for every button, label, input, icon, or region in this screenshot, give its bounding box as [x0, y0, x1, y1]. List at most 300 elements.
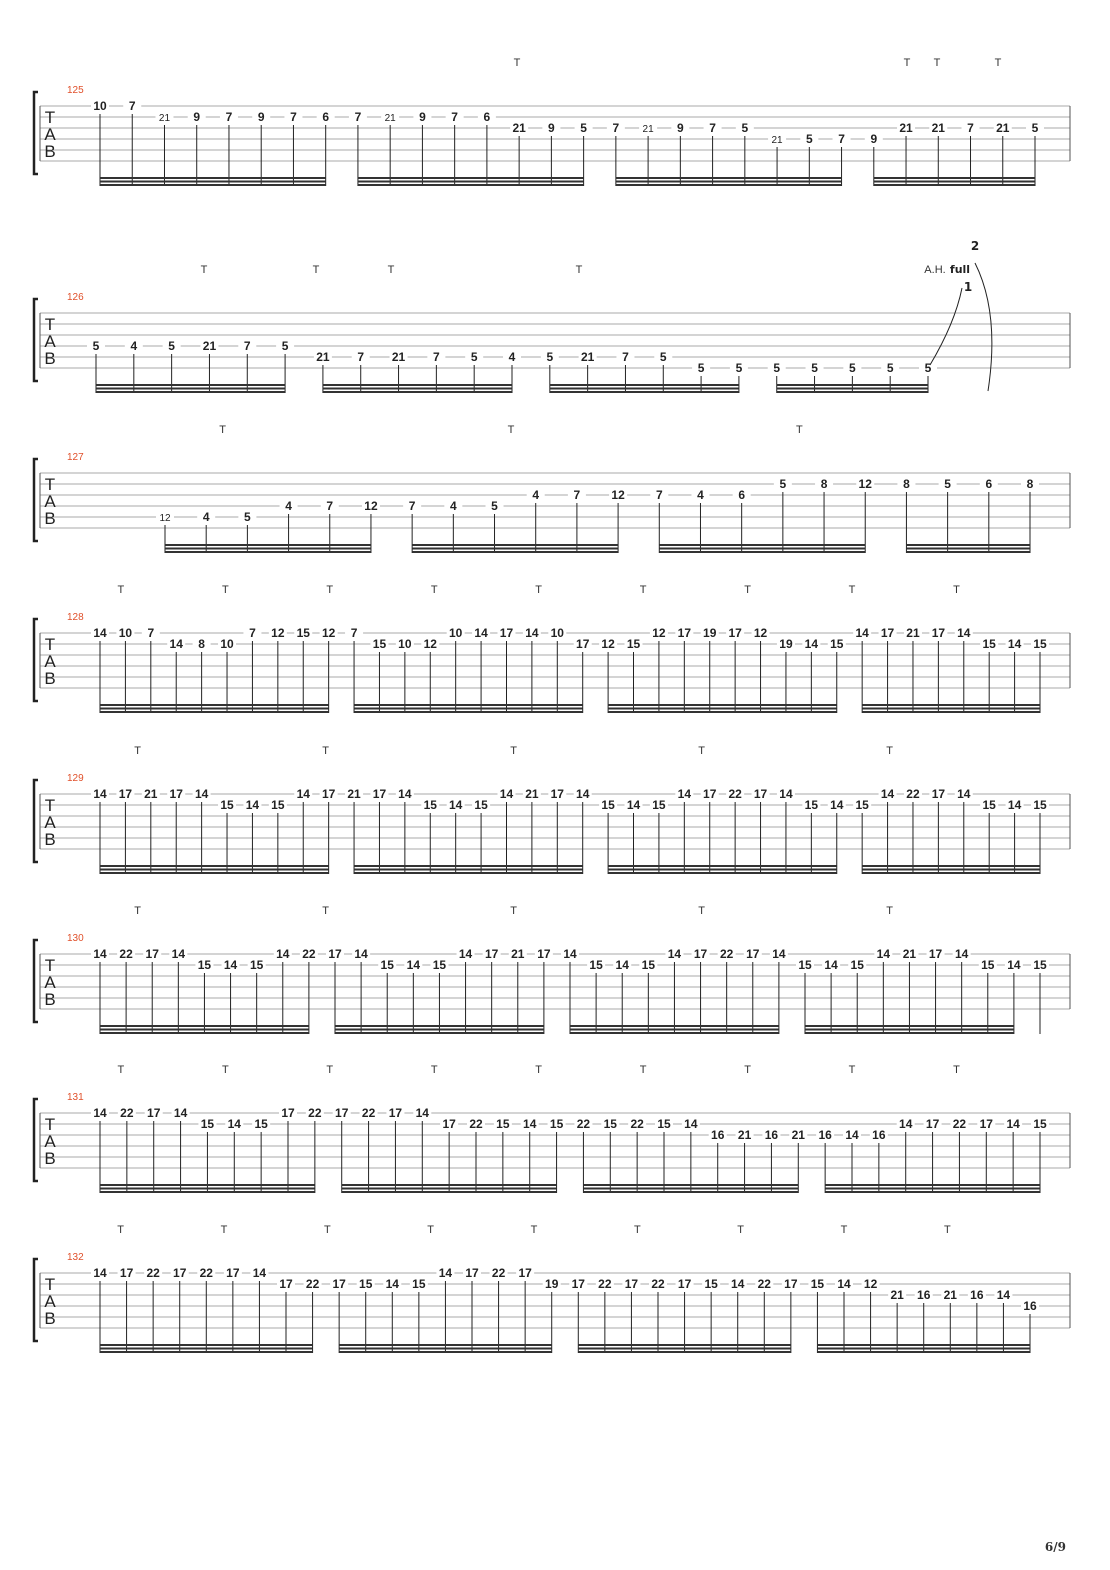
technique-mark: T — [117, 1224, 125, 1236]
tab-clef-letter: A — [44, 1132, 56, 1151]
fret-number: 16 — [1023, 1299, 1037, 1313]
technique-mark: T — [507, 424, 515, 436]
fret-number: 7 — [433, 350, 440, 364]
fret-number: 14 — [438, 1266, 453, 1280]
fret-number: 15 — [296, 626, 310, 640]
fret-number: 14 — [276, 947, 290, 961]
fret-number: 21 — [580, 350, 595, 364]
fret-number: 14 — [845, 1128, 859, 1142]
technique-mark: T — [535, 584, 543, 596]
fret-number: 16 — [764, 1128, 779, 1142]
fret-number: 17 — [550, 787, 564, 801]
fret-number: 15 — [804, 798, 819, 812]
fret-number: 15 — [657, 1117, 671, 1131]
tab-system — [34, 1064, 1070, 1193]
fret-number: 10 — [398, 637, 412, 651]
fret-number: 15 — [1033, 958, 1047, 972]
technique-mark: T — [795, 424, 803, 436]
fret-number: 15 — [254, 1117, 268, 1131]
fret-number: 14 — [772, 947, 786, 961]
tab-clef-letter: B — [44, 1309, 56, 1328]
technique-mark: T — [200, 264, 208, 276]
fret-number: 17 — [576, 637, 590, 651]
fret-number: 5 — [659, 350, 667, 364]
fret-number: 8 — [820, 477, 828, 491]
fret-number: 22 — [630, 1117, 644, 1131]
fret-number: 21 — [525, 787, 539, 801]
fret-number: 5 — [580, 121, 587, 135]
fret-number: 9 — [193, 110, 201, 124]
fret-number: 15 — [589, 958, 603, 972]
fret-number: 17 — [145, 947, 159, 961]
fret-number: 6 — [322, 110, 330, 124]
technique-mark: T — [943, 1224, 951, 1236]
fret-number: 12 — [321, 626, 336, 640]
tab-clef-letter: B — [44, 349, 56, 368]
fret-number: 12 — [159, 513, 171, 524]
technique-mark: T — [698, 905, 705, 917]
fret-number: 15 — [412, 1277, 426, 1291]
fret-number: 7 — [243, 339, 251, 353]
fret-number: 22 — [469, 1117, 483, 1131]
fret-number: 7 — [451, 110, 458, 124]
fret-number: 7 — [354, 110, 362, 124]
fret-number: 14 — [779, 787, 793, 801]
fret-number: 14 — [626, 798, 641, 812]
bend-full-label: full — [949, 263, 971, 276]
measure-number: 128 — [67, 612, 84, 623]
fret-number: 16 — [970, 1288, 984, 1302]
fret-number: 4 — [697, 488, 704, 502]
fret-number: 7 — [573, 488, 581, 502]
fret-number: 16 — [711, 1128, 725, 1142]
technique-mark: T — [737, 1224, 745, 1236]
fret-number: 21 — [943, 1288, 957, 1302]
fret-number: 8 — [903, 477, 910, 491]
fret-number: 14 — [804, 637, 819, 651]
fret-number: 4 — [508, 350, 516, 364]
fret-number: 21 — [511, 947, 525, 961]
fret-number: 12 — [753, 626, 768, 640]
fret-number: 17 — [693, 947, 708, 961]
technique-mark: T — [117, 1064, 125, 1076]
fret-number: 21 — [906, 626, 920, 640]
fret-number: 14 — [169, 637, 183, 651]
fret-number: 17 — [332, 1277, 346, 1291]
measure-number: 129 — [67, 773, 84, 784]
fret-number: 17 — [677, 1277, 692, 1291]
fret-number: 21 — [391, 350, 406, 364]
fret-number: 5 — [886, 361, 894, 375]
fret-number: 12 — [601, 637, 615, 651]
fret-number: 15 — [855, 798, 869, 812]
fret-number: 14 — [173, 1106, 188, 1120]
fret-number: 4 — [130, 339, 138, 353]
technique-mark: T — [427, 1224, 435, 1236]
tab-clef-letter: T — [44, 1115, 56, 1134]
fret-number: 14 — [385, 1277, 399, 1291]
fret-number: 14 — [474, 626, 488, 640]
measure-number: 132 — [67, 1252, 84, 1263]
technique-mark: T — [134, 905, 141, 917]
fret-number: 5 — [491, 499, 498, 513]
fret-number: 22 — [757, 1277, 771, 1291]
tab-clef-letter: T — [44, 1275, 56, 1294]
fret-number: 21 — [158, 113, 171, 124]
fret-number: 22 — [308, 1106, 322, 1120]
fret-number: 17 — [677, 626, 692, 640]
technique-mark: T — [221, 1064, 229, 1076]
fret-number: 15 — [704, 1277, 718, 1291]
technique-mark: T — [886, 905, 893, 917]
fret-number: 14 — [194, 787, 209, 801]
fret-number: 14 — [171, 947, 186, 961]
fret-number: 17 — [173, 1266, 187, 1280]
technique-mark: T — [530, 1224, 538, 1236]
fret-number: 7 — [147, 626, 155, 640]
tab-system — [34, 57, 1070, 186]
fret-number: 14 — [354, 947, 368, 961]
technique-mark: T — [117, 584, 125, 596]
fret-number: 21 — [890, 1288, 904, 1302]
fret-number: 22 — [199, 1266, 213, 1280]
tab-clef-letter: A — [44, 652, 56, 671]
fret-number: 15 — [474, 798, 488, 812]
fret-number: 15 — [496, 1117, 510, 1131]
fret-number: 21 — [202, 339, 217, 353]
fret-number: 7 — [350, 626, 358, 640]
fret-number: 5 — [779, 477, 787, 491]
system-bracket — [34, 1099, 38, 1181]
fret-number: 22 — [952, 1117, 967, 1131]
fret-number: 14 — [563, 947, 577, 961]
fret-number: 22 — [119, 947, 133, 961]
tab-clef-letter: A — [44, 973, 56, 992]
fret-number: 15 — [626, 637, 641, 651]
fret-number: 14 — [415, 1106, 429, 1120]
technique-mark: T — [326, 1064, 334, 1076]
fret-number: 22 — [361, 1106, 376, 1120]
fret-number: 17 — [388, 1106, 403, 1120]
fret-number: 5 — [168, 339, 175, 353]
technique-mark: T — [513, 57, 521, 69]
fret-number: 14 — [223, 958, 238, 972]
tab-clef-letter: B — [44, 509, 56, 528]
fret-number: 6 — [985, 477, 993, 491]
fret-number: 14 — [677, 787, 692, 801]
tab-clef-letter: T — [44, 796, 56, 815]
fret-number: 17 — [537, 947, 551, 961]
fret-number: 12 — [858, 477, 872, 491]
tab-clef-letter: B — [44, 830, 56, 849]
tab-clef-letter: A — [44, 332, 56, 351]
fret-number: 14 — [448, 798, 463, 812]
system-bracket — [34, 619, 38, 701]
fret-number: 14 — [855, 626, 869, 640]
fret-number: 22 — [302, 947, 316, 961]
fret-number: 5 — [944, 477, 951, 491]
fret-number: 15 — [359, 1277, 373, 1291]
fret-number: 15 — [1033, 798, 1047, 812]
tab-clef-letter: A — [44, 813, 56, 832]
fret-number: 14 — [93, 947, 107, 961]
fret-number: 14 — [1007, 958, 1021, 972]
fret-number: 21 — [512, 121, 526, 135]
technique-mark: T — [219, 424, 227, 436]
fret-number: 14 — [245, 798, 260, 812]
tab-clef-letter: T — [44, 956, 56, 975]
fret-number: 5 — [697, 361, 705, 375]
system-bracket — [34, 92, 38, 174]
fret-number: 15 — [1033, 1117, 1047, 1131]
fret-number: 6 — [738, 488, 746, 502]
technique-mark: T — [994, 57, 1002, 69]
fret-number: 22 — [146, 1266, 160, 1280]
measure-number: 130 — [67, 933, 84, 944]
bend-release-arrow — [975, 263, 992, 391]
fret-number: 22 — [598, 1277, 612, 1291]
technique-mark: T — [322, 745, 329, 757]
fret-number: 7 — [357, 350, 365, 364]
fret-number: 15 — [549, 1117, 564, 1131]
fret-number: 17 — [624, 1277, 639, 1291]
fret-number: 14 — [957, 626, 971, 640]
fret-number: 5 — [281, 339, 289, 353]
fret-number: 17 — [442, 1117, 456, 1131]
fret-number: 17 — [321, 787, 336, 801]
technique-mark: T — [430, 1064, 438, 1076]
fret-number: 4 — [449, 499, 457, 513]
fret-number: 5 — [805, 132, 813, 146]
system-bracket — [34, 299, 38, 381]
fret-number: 15 — [603, 1117, 617, 1131]
fret-number: 14 — [93, 787, 107, 801]
fret-number: 8 — [1026, 477, 1034, 491]
fret-number: 5 — [741, 121, 749, 135]
fret-number: 17 — [979, 1117, 993, 1131]
tab-system — [34, 584, 1070, 713]
fret-number: 14 — [499, 787, 514, 801]
fret-number: 22 — [906, 787, 920, 801]
technique-mark: T — [886, 745, 893, 757]
technique-mark: T — [575, 264, 583, 276]
fret-number: 14 — [824, 958, 838, 972]
fret-number: 15 — [1033, 637, 1047, 651]
fret-number: 5 — [811, 361, 818, 375]
technique-mark: T — [953, 584, 960, 596]
fret-number: 21 — [996, 121, 1010, 135]
fret-number: 17 — [499, 626, 514, 640]
technique-mark: T — [744, 584, 751, 596]
fret-number: 14 — [684, 1117, 698, 1131]
fret-number: 17 — [335, 1106, 349, 1120]
fret-number: 15 — [271, 798, 285, 812]
fret-number: 17 — [703, 787, 717, 801]
fret-number: 6 — [483, 110, 491, 124]
tab-clef-letter: A — [44, 492, 56, 511]
page-number: 6/9 — [1044, 1540, 1066, 1554]
fret-number: 12 — [271, 626, 285, 640]
tab-clef-letter: A — [44, 1292, 56, 1311]
fret-number: 19 — [545, 1277, 559, 1291]
fret-number: 9 — [257, 110, 265, 124]
fret-number: 5 — [470, 350, 478, 364]
fret-number: 14 — [525, 626, 539, 640]
fret-number: 5 — [244, 510, 251, 524]
measure-number: 131 — [67, 1092, 84, 1103]
fret-number: 14 — [1007, 637, 1022, 651]
fret-number: 12 — [611, 488, 625, 502]
technique-mark: T — [933, 57, 941, 69]
fret-number: 7 — [128, 99, 136, 113]
fret-number: 19 — [703, 626, 717, 640]
fret-number: 17 — [226, 1266, 240, 1280]
fret-number: 17 — [118, 787, 133, 801]
fret-number: 15 — [197, 958, 212, 972]
tab-clef-letter: B — [44, 142, 56, 161]
fret-number: 14 — [458, 947, 473, 961]
bend-upper-fret: 2 — [970, 239, 980, 253]
fret-number: 9 — [870, 132, 878, 146]
fret-number: 22 — [120, 1106, 134, 1120]
technique-mark: T — [633, 1224, 641, 1236]
fret-number: 17 — [928, 947, 943, 961]
fret-number: 5 — [546, 350, 554, 364]
fret-number: 17 — [465, 1266, 479, 1280]
fret-number: 17 — [931, 787, 946, 801]
fret-number: 22 — [719, 947, 734, 961]
fret-number: 4 — [202, 510, 210, 524]
fret-number: 16 — [917, 1288, 931, 1302]
fret-number: 14 — [576, 787, 590, 801]
fret-number: 15 — [372, 637, 387, 651]
fret-number: 7 — [290, 110, 297, 124]
fret-number: 14 — [296, 787, 310, 801]
fret-number: 17 — [169, 787, 183, 801]
fret-number: 7 — [249, 626, 256, 640]
fret-number: 7 — [408, 499, 416, 513]
technique-mark: T — [221, 584, 229, 596]
fret-number: 16 — [818, 1128, 832, 1142]
fret-number: 22 — [651, 1277, 665, 1291]
fret-number: 5 — [735, 361, 743, 375]
fret-number: 14 — [1007, 798, 1022, 812]
tab-clef-letter: T — [44, 475, 56, 494]
fret-number: 14 — [957, 787, 971, 801]
fret-number: 15 — [432, 958, 447, 972]
fret-number: 14 — [830, 798, 844, 812]
fret-number: 15 — [380, 958, 394, 972]
bend-arrow — [930, 288, 962, 365]
fret-number: 8 — [198, 637, 205, 651]
technique-mark: T — [639, 1064, 647, 1076]
fret-number: 15 — [601, 798, 615, 812]
fret-number: 12 — [863, 1277, 878, 1291]
fret-number: 21 — [931, 121, 945, 135]
tab-system — [34, 905, 1070, 1034]
fret-number: 14 — [667, 947, 682, 961]
fret-number: 22 — [305, 1277, 320, 1291]
fret-number: 9 — [419, 110, 426, 124]
technique-mark: T — [326, 584, 334, 596]
system-bracket — [34, 1259, 38, 1341]
fret-number: 15 — [423, 798, 437, 812]
system-bracket — [34, 940, 38, 1022]
fret-number: 14 — [93, 1266, 107, 1280]
tab-clef-letter: T — [44, 315, 56, 334]
fret-number: 15 — [200, 1117, 215, 1131]
fret-number: 10 — [220, 637, 234, 651]
fret-number: 14 — [406, 958, 421, 972]
tab-system — [34, 745, 1070, 874]
fret-number: 22 — [728, 787, 742, 801]
fret-number: 21 — [791, 1128, 805, 1142]
fret-number: 7 — [967, 121, 974, 135]
tab-clef-letter: T — [44, 635, 56, 654]
technique-mark: T — [535, 1064, 543, 1076]
fret-number: 10 — [118, 626, 133, 640]
fret-number: 7 — [655, 488, 663, 502]
fret-number: 5 — [849, 361, 856, 375]
measure-number: 126 — [67, 292, 84, 303]
measure-number: 127 — [67, 452, 84, 463]
technique-mark: T — [510, 745, 517, 757]
fret-number: 17 — [925, 1117, 940, 1131]
fret-number: 14 — [954, 947, 969, 961]
fret-number: 14 — [996, 1288, 1011, 1302]
fret-number: 17 — [931, 626, 946, 640]
fret-number: 14 — [1006, 1117, 1020, 1131]
fret-number: 22 — [576, 1117, 591, 1131]
fret-number: 7 — [838, 132, 845, 146]
fret-number: 14 — [93, 1106, 107, 1120]
technique-mark: T — [848, 1064, 856, 1076]
fret-number: 10 — [93, 99, 107, 113]
fret-number: 9 — [677, 121, 684, 135]
fret-number: 14 — [398, 787, 412, 801]
technique-mark: T — [698, 745, 705, 757]
fret-number: 21 — [902, 947, 917, 961]
fret-number: 7 — [326, 499, 334, 513]
system-bracket — [34, 780, 38, 862]
fret-number: 15 — [652, 798, 666, 812]
fret-number: 17 — [147, 1106, 161, 1120]
fret-number: 5 — [1031, 121, 1039, 135]
fret-number: 14 — [876, 947, 891, 961]
tab-system — [34, 1224, 1070, 1353]
fret-number: 17 — [753, 787, 768, 801]
fret-number: 17 — [372, 787, 387, 801]
fret-number: 12 — [364, 499, 378, 513]
tab-system — [34, 424, 1070, 553]
fret-number: 5 — [92, 339, 100, 353]
technique-mark: T — [134, 745, 141, 757]
tab-clef-letter: B — [44, 669, 56, 688]
fret-number: 5 — [924, 361, 932, 375]
fret-number: 14 — [731, 1277, 745, 1291]
bend-lower-fret: 1 — [963, 280, 973, 294]
fret-number: 21 — [347, 787, 361, 801]
fret-number: 7 — [622, 350, 629, 364]
fret-number: 17 — [746, 947, 760, 961]
technique-mark: T — [322, 905, 329, 917]
tab-clef-letter: T — [44, 108, 56, 127]
system-bracket — [34, 459, 38, 541]
fret-number: 12 — [423, 637, 437, 651]
fret-number: 14 — [837, 1277, 851, 1291]
tab-clef-letter: B — [44, 990, 56, 1009]
technique-mark: T — [220, 1224, 228, 1236]
